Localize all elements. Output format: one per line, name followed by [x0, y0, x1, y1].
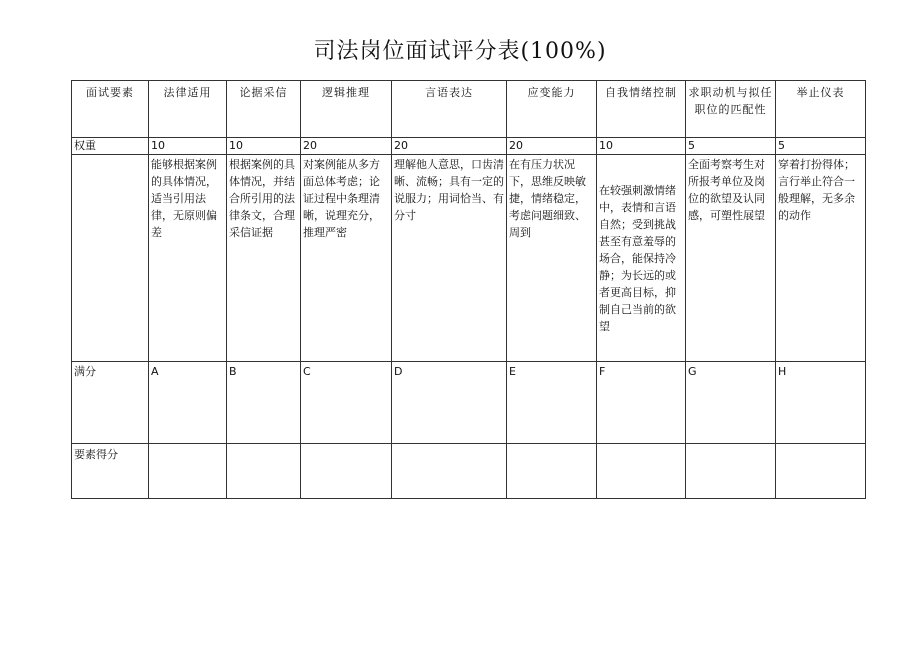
full-marks-cell: F: [597, 362, 686, 444]
header-cell-logical-reasoning: 逻辑推理: [301, 81, 392, 138]
description-cell: 根据案例的具体情况，并结合所引用的法律条文，合理采信证据: [227, 155, 301, 362]
header-cell-verbal-expression: 言语表达: [392, 81, 507, 138]
full-marks-cell: H: [776, 362, 866, 444]
full-marks-label: 满分: [72, 362, 149, 444]
score-input-cell[interactable]: [507, 444, 597, 499]
weight-cell: 20: [507, 138, 597, 155]
score-input-cell[interactable]: [597, 444, 686, 499]
element-score-row: [72, 444, 866, 499]
element-score-label: 要素得分: [72, 444, 149, 499]
description-cell: 在较强刺激情绪中，表情和言语自然；受到挑战甚至有意羞辱的场合，能保持冷静；为长远的或者更高目标，抑制自己当前的欲望: [597, 155, 686, 362]
score-input-cell[interactable]: [686, 444, 776, 499]
weight-cell: 5: [776, 138, 866, 155]
header-row: [72, 81, 866, 138]
full-marks-cell: B: [227, 362, 301, 444]
weight-cell: 5: [686, 138, 776, 155]
header-cell-emotional-control: 自我情绪控制: [597, 81, 686, 138]
scoring-table: [71, 80, 866, 499]
description-cell: 穿着打扮得体；言行举止符合一般理解，无多余的动作: [776, 155, 866, 362]
description-cell: 理解他人意思，口齿清晰、流畅；具有一定的说服力；用词恰当、有分寸: [392, 155, 507, 362]
weight-label: 权重: [72, 138, 149, 155]
header-cell-law-application: 法律适用: [149, 81, 227, 138]
score-input-cell[interactable]: [149, 444, 227, 499]
description-row: [72, 155, 866, 362]
score-input-cell[interactable]: [301, 444, 392, 499]
page-title: 司法岗位面试评分表(100%): [313, 39, 607, 64]
weight-row: [72, 138, 866, 155]
description-cell: 在有压力状况下，思维反映敏捷，情绪稳定，考虑问题细致、周到: [507, 155, 597, 362]
header-cell-adaptability: 应变能力: [507, 81, 597, 138]
score-input-cell[interactable]: [227, 444, 301, 499]
weight-cell: 10: [597, 138, 686, 155]
weight-cell: 20: [301, 138, 392, 155]
header-cell-manner: 举止仪表: [776, 81, 866, 138]
header-cell-evidence-adoption: 论据采信: [227, 81, 301, 138]
score-input-cell[interactable]: [776, 444, 866, 499]
full-marks-cell: C: [301, 362, 392, 444]
full-marks-cell: G: [686, 362, 776, 444]
description-cell: 能够根据案例的具体情况，适当引用法律，无原则偏差: [149, 155, 227, 362]
weight-cell: 10: [149, 138, 227, 155]
full-marks-cell: D: [392, 362, 507, 444]
header-cell-element: 面试要素: [72, 81, 149, 138]
full-marks-row: [72, 362, 866, 444]
score-input-cell[interactable]: [392, 444, 507, 499]
header-cell-motivation-match: 求职动机与拟任职位的匹配性: [686, 81, 776, 138]
description-cell: 全面考察考生对所报考单位及岗位的欲望及认同感，可塑性展望: [686, 155, 776, 362]
full-marks-cell: A: [149, 362, 227, 444]
description-cell: [72, 155, 149, 362]
weight-cell: 10: [227, 138, 301, 155]
weight-cell: 20: [392, 138, 507, 155]
description-cell: 对案例能从多方面总体考虑；论证过程中条理清晰，说理充分，推理严密: [301, 155, 392, 362]
full-marks-cell: E: [507, 362, 597, 444]
